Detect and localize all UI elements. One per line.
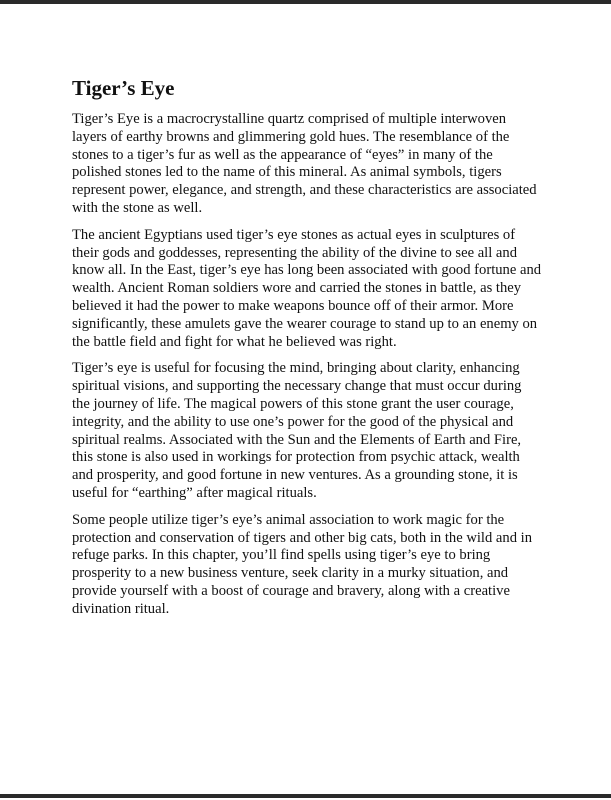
paragraph-chapter-overview: Some people utilize tiger’s eye’s animal association to work magic for the protection and conservation of tigers and other big cats, both in the wild and in refuge parks. In this chapter, you’ll find spells using tiger’s eye to bring prosperity to a new business venture, seek clarity in a murky situation, and provide yourself with a boost of courage and bravery, along with a creative divination ritual. <box>72 511 532 617</box>
paragraph-uses: Tiger’s eye is useful for focusing the mind, bringing about clarity, enhancing spiritual visions, and supporting the necessary change that must occur during the journey of life. The magical powers of this stone grant the user courage, integrity, and the ability to use one’s power for the good of the physical and spiritual realms. Associated with the Sun and the Elements of Earth and Fire, this stone is also used in workings for protection from psychic attack, wealth and prosperity, and good fortune in new ventures. As a grounding stone, it is useful for “earthing” after magical rituals. <box>72 360 522 501</box>
paragraph-history: The ancient Egyptians used tiger’s eye stones as actual eyes in sculptures of their gods and goddesses, representing the ability of the divine to see all and know all. In the East, tiger’s eye has long been associated with good fortune and wealth. Ancient Roman soldiers wore and carried the stones in battle, as they believed it had the power to make weapons bounce off of their armor. More significantly, these amulets gave the wearer courage to stand up to an enemy on the battle field and fight for what he believed was right. <box>72 226 542 350</box>
top-border <box>0 0 611 4</box>
paragraph-intro: Tiger’s Eye is a macrocrystalline quartz comprised of multiple interwoven layers of earthy browns and glimmering gold hues. The resemblance of the stones to a tiger’s fur as well as the appearance of “eyes” in many of the polished stones led to the name of this mineral. As animal symbols, tigers represent power, elegance, and strength, and these characteristics are associated with the stone as well. <box>72 111 537 216</box>
document-page <box>72 74 542 628</box>
page-title: Tiger’s Eye <box>72 76 175 100</box>
bottom-border <box>0 794 611 798</box>
